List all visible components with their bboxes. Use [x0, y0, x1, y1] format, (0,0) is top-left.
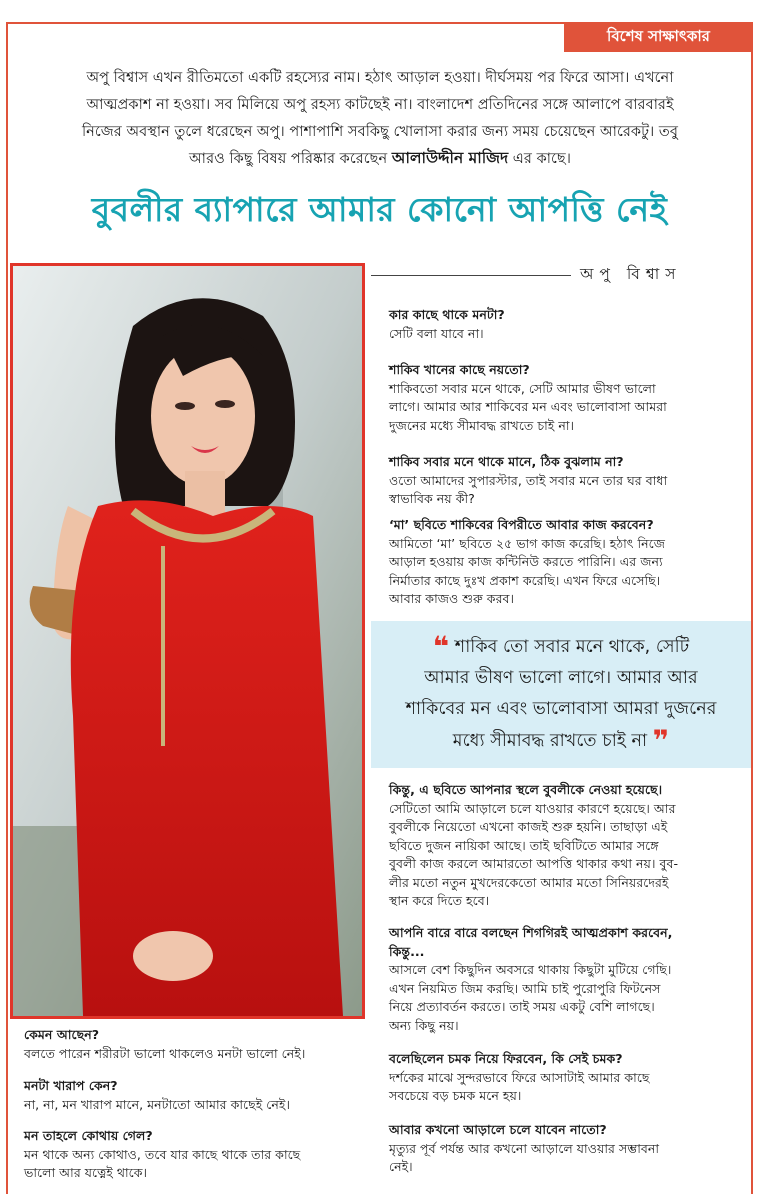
- question: বলেছিলেন চমক নিয়ে ফিরবেন, কি সেই চমক?: [389, 1051, 623, 1066]
- intro-line: অপু বিশ্বাস এখন রীতিমতো একটি রহস্যের নাম। হঠাৎ আড়াল হওয়া। দীর্ঘসময় পর ফিরে আসা। এখনো: [86, 69, 674, 86]
- answer: ছবিতে দুজন নায়িকা আছে। তাই ছবিটিতে আমার সঙ্গে: [389, 837, 659, 853]
- intro-line-text: এর কাছে।: [512, 150, 571, 167]
- byline-rule: [371, 275, 571, 276]
- byline: অপু বিশ্বাস: [580, 265, 682, 283]
- qa-block: [389, 361, 744, 435]
- answer: এখন নিয়মিত জিম করছি। আমি চাই পুরোপুরি ফিটনেস: [389, 980, 661, 996]
- answer: আমিতো ‘মা’ ছবিতে ২৫ ভাগ কাজ করেছি। হঠাৎ নিজে: [389, 535, 665, 551]
- qa-block: [389, 781, 749, 911]
- answer: ভালো আর যত্নেই থাকে।: [24, 1165, 148, 1180]
- qa-block: [24, 1127, 369, 1183]
- quote-text: মধ্যে সীমাবদ্ধ রাখতে চাই না: [452, 731, 648, 751]
- quote-line: শাকিবের মন এবং ভালোবাসা আমরা দুজনের: [405, 699, 717, 719]
- question: মনটা খারাপ কেন?: [24, 1078, 118, 1093]
- intro-line: [22, 145, 738, 172]
- answer: লীর মতো নতুন মুখদেরকেতো আমার মতো সিনিয়রদেরই: [389, 874, 669, 890]
- qa-block: [24, 1077, 369, 1114]
- answer: নিয়ে প্রত্যাবর্তন করতে। তাই সময় একটু বেশি লাগছে।: [389, 999, 655, 1014]
- answer: আবার কাজও শুরু করব।: [389, 591, 515, 606]
- quote-line: [385, 631, 737, 663]
- answer: স্থান করে দিতে হবে।: [389, 893, 490, 908]
- answer: সেটি বলা যাবে না।: [389, 325, 484, 341]
- answer: আড়াল হওয়ায় কাজ কন্টিনিউ করতে পারিনি। এর জন্য: [389, 554, 663, 569]
- answer: মন থাকে অন্য কোথাও, তবে যার কাছে থাকে তার কাছে: [24, 1146, 301, 1162]
- portrait-illustration: [13, 266, 362, 1016]
- qa-block: [389, 306, 744, 343]
- question: কার কাছে থাকে মনটা?: [389, 307, 505, 322]
- answer: লাগে। আমার আর শাকিবের মন এবং ভালোবাসা আমরা: [389, 399, 667, 414]
- intro-line-text: আরও কিছু বিষয় পরিষ্কার করেছেন: [189, 150, 388, 167]
- qa-block: [389, 453, 744, 509]
- question: শাকিব সবার মনে থাকে মানে, ঠিক বুঝলাম না?: [389, 454, 624, 469]
- answer: না, না, মন খারাপ মানে, মনটাতো আমার কাছেই নেই।: [24, 1096, 290, 1112]
- answer: নির্মাতার কাছে দুঃখ প্রকাশ করেছি। এখন ফিরে এসেছি।: [389, 572, 661, 588]
- intro-paragraph: [22, 64, 738, 172]
- answer: দুজনের মধ্যে সীমাবদ্ধ রাখতে চাই না।: [389, 417, 575, 433]
- answer: আসলে বেশ কিছুদিন অবসরে থাকায় কিছুটা মুটিয়ে গেছি।: [389, 962, 672, 977]
- answer: বুবলী কাজ করলে আমারতো আপত্তি থাকার কথা নয়। বুব-: [389, 856, 679, 871]
- answer: অন্য কিছু নয়।: [389, 1017, 459, 1033]
- question: কিন্তু...: [389, 943, 425, 959]
- qa-block: [389, 516, 744, 609]
- answer: সবচেয়ে বড় চমক মনে হয়।: [389, 1088, 522, 1103]
- answer: সেটিতো আমি আড়ালে চলে যাওয়ার কারণে হয়েছে। আর: [389, 800, 676, 816]
- headline: বুবলীর ব্যাপারে আমার কোনো আপত্তি নেই: [91, 190, 668, 229]
- question: কেমন আছেন?: [24, 1027, 100, 1042]
- answer: স্বাভাবিক নয় কী?: [389, 491, 475, 506]
- answer: বলতে পারেন শরীরটা ভালো থাকলেও মনটা ভালো নেই।: [24, 1045, 306, 1061]
- qa-block: [389, 1050, 749, 1106]
- question: আপনি বারে বারে বলছেন শিগগিরই আত্মপ্রকাশ করবেন,: [389, 925, 673, 940]
- question: কিন্তু, এ ছবিতে আপনার স্থলে বুবলীকে নেওয়া হয়েছে।: [389, 782, 663, 797]
- quote-line: [385, 725, 737, 757]
- question: মন তাহলে কোথায় গেল?: [24, 1128, 153, 1143]
- open-quote-icon: ❝: [432, 630, 450, 663]
- answer: ওতো আমাদের সুপারস্টার, তাই সবার মনে তার ঘর বাধা: [389, 472, 668, 488]
- intro-line: নিজের অবস্থান তুলে ধরেছেন অপু। পাশাপাশি সবকিছু খোলাসা করার জন্য সময় চেয়েছেন আরেকটু। তবু: [82, 123, 678, 140]
- close-quote-icon: ❞: [652, 724, 670, 757]
- qa-block: [389, 1121, 749, 1177]
- quote-line: আমার ভীষণ ভালো লাগে। আমার আর: [424, 668, 698, 688]
- question: শাকিব খানের কাছে নয়তো?: [389, 362, 530, 377]
- qa-block: [389, 924, 749, 1035]
- question: ‘মা’ ছবিতে শাকিবের বিপরীতে আবার কাজ করবেন?: [389, 517, 654, 532]
- quote-text: শাকিব তো সবার মনে থাকে, সেটি: [454, 637, 690, 657]
- answer: দর্শকের মাঝে সুন্দরভাবে ফিরে আসাটাই আমার কাছে: [389, 1069, 650, 1085]
- qa-block: [24, 1026, 369, 1063]
- pull-quote: [371, 621, 751, 768]
- intro-line: আত্মপ্রকাশ না হওয়া। সব মিলিয়ে অপু রহস্য কাটছেই না। বাংলাদেশ প্রতিদিনের সঙ্গে আলাপে বারবারই: [86, 96, 674, 113]
- interviewer-name: আলাউদ্দীন মাজিদ: [391, 149, 509, 167]
- answer: নেই।: [389, 1159, 413, 1174]
- section-tag: বিশেষ সাক্ষাৎকার: [564, 22, 753, 52]
- answer: বুবলীকে নিয়েতো এখনো কাজই শুরু হয়নি। তাছাড়া এই: [389, 819, 668, 834]
- answer: মৃত্যুর পূর্ব পর্যন্ত আর কখনো আড়ালে যাওয়ার সম্ভাবনা: [389, 1140, 660, 1156]
- answer: শাকিবতো সবার মনে থাকে, সেটি আমার ভীষণ ভালো: [389, 380, 656, 396]
- question: আবার কখনো আড়ালে চলে যাবেন নাতো?: [389, 1122, 607, 1137]
- portrait-photo: [10, 263, 365, 1019]
